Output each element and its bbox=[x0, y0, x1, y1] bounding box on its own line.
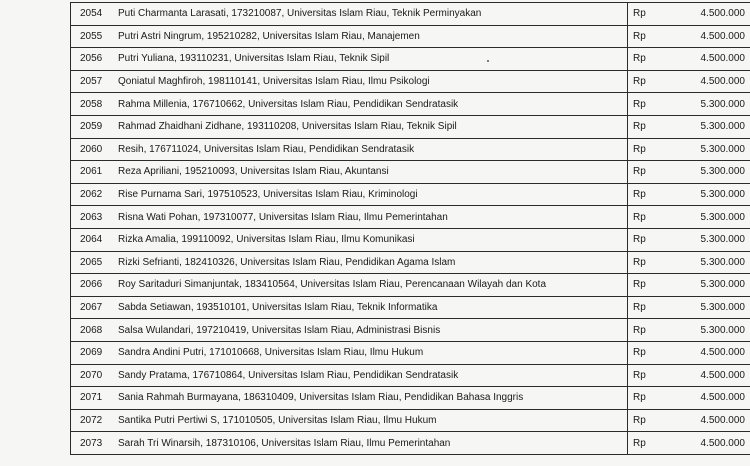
amount-cell: 4.500.000 bbox=[655, 364, 750, 387]
recipient-cell bbox=[71, 206, 628, 229]
recipient-description: Sania Rahmah Burmayana, 186310409, Universitas Islam Riau, Pendidikan Bahasa Inggris bbox=[118, 392, 524, 404]
currency-cell: Rp bbox=[628, 251, 656, 274]
recipient-description: Sabda Setiawan, 193510101, Universitas Islam Riau, Teknik Informatika bbox=[118, 302, 438, 314]
row-number: 2071 bbox=[80, 392, 103, 404]
recipient-cell bbox=[71, 409, 628, 432]
recipient-cell-content bbox=[71, 297, 627, 319]
amount-cell: 5.300.000 bbox=[655, 319, 750, 342]
recipient-description: Sandra Andini Putri, 171010668, Universitas Islam Riau, Ilmu Hukum bbox=[118, 347, 424, 359]
recipient-description: Rise Purnama Sari, 197510523, Universitas Islam Riau, Kriminologi bbox=[118, 189, 418, 201]
recipient-cell-content bbox=[71, 139, 627, 161]
table-row bbox=[71, 274, 750, 297]
amount-cell: 5.300.000 bbox=[655, 161, 750, 184]
amount-cell: 5.300.000 bbox=[655, 183, 750, 206]
row-number: 2058 bbox=[80, 98, 103, 110]
amount-cell: 4.500.000 bbox=[655, 409, 750, 432]
amount-cell: 5.300.000 bbox=[655, 138, 750, 161]
amount-cell: 4.500.000 bbox=[655, 432, 750, 455]
recipient-cell bbox=[71, 251, 628, 274]
table-row bbox=[71, 115, 750, 138]
table-row bbox=[71, 161, 750, 184]
row-number: 2064 bbox=[80, 234, 103, 246]
recipient-cell bbox=[71, 274, 628, 297]
recipient-cell-content bbox=[71, 229, 627, 251]
amount-cell: 5.300.000 bbox=[655, 228, 750, 251]
table-row bbox=[71, 3, 750, 26]
recipient-cell bbox=[71, 25, 628, 48]
recipient-description: Risna Wati Pohan, 197310077, Universitas Islam Riau, Ilmu Pemerintahan bbox=[118, 211, 448, 223]
recipient-cell-content bbox=[71, 161, 627, 183]
amount-cell: 5.300.000 bbox=[655, 251, 750, 274]
recipient-cell-content bbox=[71, 365, 627, 387]
amount-cell: 4.500.000 bbox=[655, 25, 750, 48]
recipient-description: Roy Saritaduri Simanjuntak, 183410564, Universitas Islam Riau, Perencanaan Wilayah dan Kota bbox=[118, 279, 547, 291]
recipient-cell bbox=[71, 70, 628, 93]
recipient-description: Putri Astri Ningrum, 195210282, Universitas Islam Riau, Manajemen bbox=[118, 30, 420, 42]
amount-cell: 5.300.000 bbox=[655, 296, 750, 319]
recipient-description: Sarah Tri Winarsih, 187310106, Universitas Islam Riau, Ilmu Pemerintahan bbox=[118, 437, 451, 449]
recipient-table-body bbox=[71, 3, 750, 455]
currency-cell: Rp bbox=[628, 70, 656, 93]
amount-cell: 5.300.000 bbox=[655, 206, 750, 229]
amount-cell: 4.500.000 bbox=[655, 341, 750, 364]
row-number: 2060 bbox=[80, 143, 103, 155]
table-row bbox=[71, 387, 750, 410]
currency-cell: Rp bbox=[628, 387, 656, 410]
table-row bbox=[71, 251, 750, 274]
row-number: 2067 bbox=[80, 302, 103, 314]
currency-cell: Rp bbox=[628, 206, 656, 229]
row-number: 2055 bbox=[80, 30, 103, 42]
row-number: 2062 bbox=[80, 189, 103, 201]
recipient-cell-content bbox=[71, 319, 627, 341]
recipient-cell bbox=[71, 48, 628, 71]
currency-cell: Rp bbox=[628, 3, 656, 26]
row-number: 2070 bbox=[80, 369, 103, 381]
row-number: 2057 bbox=[80, 76, 103, 88]
scan-speck bbox=[487, 60, 489, 62]
currency-cell: Rp bbox=[628, 25, 656, 48]
recipient-cell bbox=[71, 183, 628, 206]
currency-cell: Rp bbox=[628, 341, 656, 364]
table-row bbox=[71, 25, 750, 48]
currency-cell: Rp bbox=[628, 228, 656, 251]
table-row bbox=[71, 319, 750, 342]
table-row bbox=[71, 296, 750, 319]
recipient-cell-content bbox=[71, 48, 627, 70]
amount-cell: 5.300.000 bbox=[655, 274, 750, 297]
amount-cell: 4.500.000 bbox=[655, 3, 750, 26]
table-row bbox=[71, 183, 750, 206]
table-row bbox=[71, 138, 750, 161]
recipient-cell-content bbox=[71, 274, 627, 296]
currency-cell: Rp bbox=[628, 48, 656, 71]
table-row bbox=[71, 364, 750, 387]
recipient-cell-content bbox=[71, 184, 627, 206]
currency-cell: Rp bbox=[628, 296, 656, 319]
row-number: 2054 bbox=[80, 8, 103, 20]
currency-cell: Rp bbox=[628, 409, 656, 432]
recipient-description: Putri Yuliana, 193110231, Universitas Islam Riau, Teknik Sipil bbox=[118, 53, 390, 65]
amount-cell: 5.300.000 bbox=[655, 93, 750, 116]
recipient-cell bbox=[71, 138, 628, 161]
recipient-cell-content bbox=[71, 93, 627, 115]
recipient-table bbox=[70, 2, 750, 455]
recipient-description: Santika Putri Pertiwi S, 171010505, Universitas Islam Riau, Ilmu Hukum bbox=[118, 414, 437, 426]
row-number: 2056 bbox=[80, 53, 103, 65]
currency-cell: Rp bbox=[628, 432, 656, 455]
recipient-cell bbox=[71, 228, 628, 251]
table-row bbox=[71, 228, 750, 251]
recipient-description: Salsa Wulandari, 197210419, Universitas Islam Riau, Administrasi Bisnis bbox=[118, 324, 441, 336]
amount-cell: 5.300.000 bbox=[655, 115, 750, 138]
currency-cell: Rp bbox=[628, 319, 656, 342]
table-row bbox=[71, 70, 750, 93]
currency-cell: Rp bbox=[628, 93, 656, 116]
table-row bbox=[71, 409, 750, 432]
recipient-description: Reza Apriliani, 195210093, Universitas Islam Riau, Akuntansi bbox=[118, 166, 389, 178]
table-row bbox=[71, 93, 750, 116]
currency-cell: Rp bbox=[628, 183, 656, 206]
recipient-cell-content bbox=[71, 387, 627, 409]
table-row bbox=[71, 206, 750, 229]
row-number: 2063 bbox=[80, 211, 103, 223]
recipient-cell-content bbox=[71, 206, 627, 228]
recipient-cell-content bbox=[71, 342, 627, 364]
recipient-description: Rizka Amalia, 199110092, Universitas Islam Riau, Ilmu Komunikasi bbox=[118, 234, 415, 246]
recipient-cell-content bbox=[71, 116, 627, 138]
recipient-cell bbox=[71, 115, 628, 138]
recipient-description: Qoniatul Maghfiroh, 198110141, Universitas Islam Riau, Ilmu Psikologi bbox=[118, 76, 430, 88]
currency-cell: Rp bbox=[628, 364, 656, 387]
recipient-description: Sandy Pratama, 176710864, Universitas Islam Riau, Pendidikan Sendratasik bbox=[118, 369, 459, 381]
row-number: 2069 bbox=[80, 347, 103, 359]
currency-cell: Rp bbox=[628, 138, 656, 161]
recipient-cell bbox=[71, 3, 628, 26]
row-number: 2066 bbox=[80, 279, 103, 291]
recipient-description: Rahma Millenia, 176710662, Universitas Islam Riau, Pendidikan Sendratasik bbox=[118, 98, 459, 110]
table-row bbox=[71, 432, 750, 455]
recipient-cell bbox=[71, 387, 628, 410]
recipient-cell bbox=[71, 341, 628, 364]
amount-cell: 4.500.000 bbox=[655, 48, 750, 71]
table-row bbox=[71, 48, 750, 71]
recipient-cell-content bbox=[71, 432, 627, 454]
recipient-cell-content bbox=[71, 252, 627, 274]
recipient-cell-content bbox=[71, 3, 627, 25]
currency-cell: Rp bbox=[628, 161, 656, 184]
recipient-description: Rizki Sefrianti, 182410326, Universitas Islam Riau, Pendidikan Agama Islam bbox=[118, 256, 456, 268]
row-number: 2059 bbox=[80, 121, 103, 133]
recipient-cell bbox=[71, 93, 628, 116]
row-number: 2068 bbox=[80, 324, 103, 336]
recipient-cell bbox=[71, 364, 628, 387]
recipient-cell-content bbox=[71, 71, 627, 93]
recipient-cell bbox=[71, 161, 628, 184]
row-number: 2073 bbox=[80, 437, 103, 449]
amount-cell: 4.500.000 bbox=[655, 387, 750, 410]
currency-cell: Rp bbox=[628, 274, 656, 297]
recipient-description: Puti Charmanta Larasati, 173210087, Universitas Islam Riau, Teknik Perminyakan bbox=[118, 8, 482, 20]
table-row bbox=[71, 341, 750, 364]
recipient-cell bbox=[71, 296, 628, 319]
recipient-cell-content bbox=[71, 26, 627, 48]
row-number: 2065 bbox=[80, 256, 103, 268]
recipient-cell bbox=[71, 432, 628, 455]
row-number: 2072 bbox=[80, 414, 103, 426]
recipient-description: Rahmad Zhaidhani Zidhane, 193110208, Universitas Islam Riau, Teknik Sipil bbox=[118, 121, 457, 133]
recipient-cell bbox=[71, 319, 628, 342]
recipient-cell-content bbox=[71, 410, 627, 432]
recipient-description: Resih, 176711024, Universitas Islam Riau, Pendidikan Sendratasik bbox=[118, 143, 415, 155]
row-number: 2061 bbox=[80, 166, 103, 178]
amount-cell: 4.500.000 bbox=[655, 70, 750, 93]
currency-cell: Rp bbox=[628, 115, 656, 138]
